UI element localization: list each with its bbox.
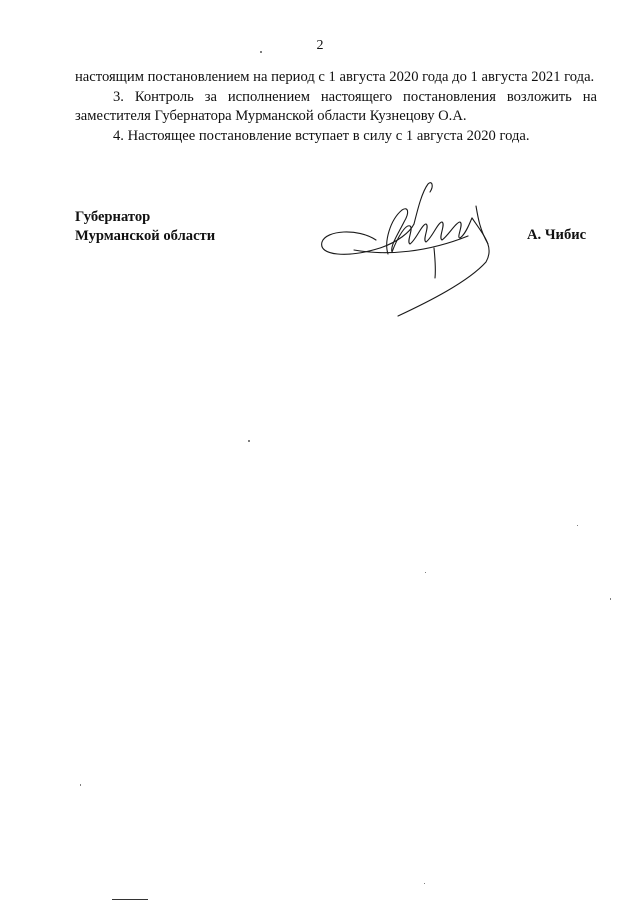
signatory-name: А. Чибис xyxy=(527,227,587,243)
signatory-position xyxy=(75,208,215,246)
scan-speck xyxy=(610,598,611,600)
signatory-position-line1: Губернатор xyxy=(75,209,151,225)
page-number: 2 xyxy=(316,38,324,53)
signatory-position-line2: Мурманской области xyxy=(75,228,216,244)
scan-speck xyxy=(80,784,81,786)
scan-speck xyxy=(577,525,578,526)
scan-speck xyxy=(424,883,425,884)
scan-edge-line xyxy=(112,899,148,900)
handwritten-signature xyxy=(318,178,508,320)
scan-speck xyxy=(248,440,250,442)
paragraph-3: 3. Контроль за исполнением настоящего постановления возложить на заместителя Губернатора Мурманской области Кузнецову О.А. xyxy=(75,88,597,124)
paragraph-continuation: настоящим постановлением на период с 1 августа 2020 года до 1 августа 2021 года. xyxy=(75,69,595,85)
scan-speck xyxy=(260,51,262,53)
body-text xyxy=(75,68,597,146)
scan-speck xyxy=(425,572,426,573)
paragraph-4: 4. Настоящее постановление вступает в силу с 1 августа 2020 года. xyxy=(113,127,530,144)
